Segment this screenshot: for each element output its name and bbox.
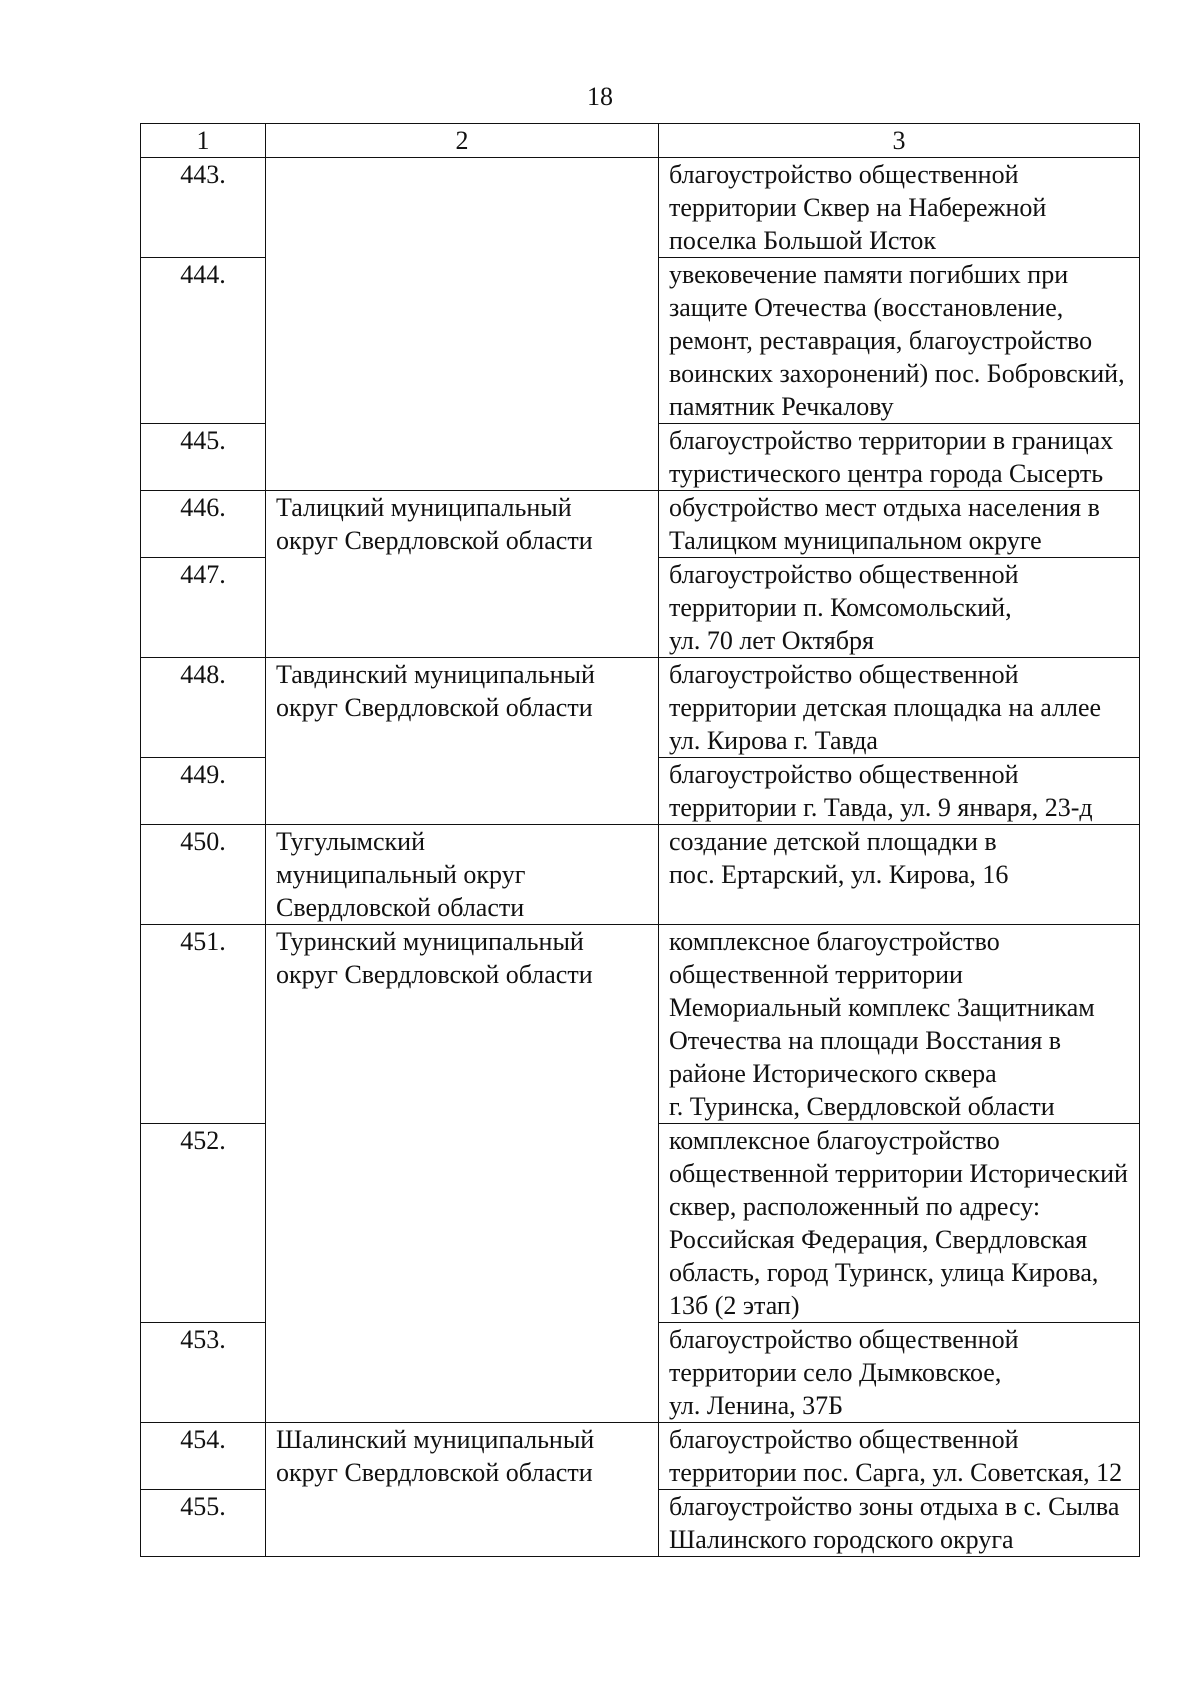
table-header-row <box>141 124 1140 158</box>
municipality-cell: Тугулымский муниципальный округ Свердловской области <box>266 825 659 925</box>
row-number: 449. <box>141 758 266 825</box>
row-number: 450. <box>141 825 266 925</box>
column-header-2: 2 <box>266 124 659 158</box>
row-number: 444. <box>141 258 266 424</box>
row-number: 451. <box>141 925 266 1124</box>
object-cell: благоустройство общественной территории г. Тавда, ул. 9 января, 23-д <box>659 758 1140 825</box>
object-cell: благоустройство общественной территории село Дымковское, ул. Ленина, 37Б <box>659 1323 1140 1423</box>
row-number: 443. <box>141 158 266 258</box>
row-number: 452. <box>141 1124 266 1323</box>
column-header-1: 1 <box>141 124 266 158</box>
page-number: 18 <box>587 82 613 111</box>
row-number: 445. <box>141 424 266 491</box>
document-table <box>140 123 1140 1557</box>
row-number: 448. <box>141 658 266 758</box>
municipality-cell: Туринский муниципальный округ Свердловской области <box>266 925 659 1423</box>
table-row <box>141 658 1140 758</box>
row-number: 446. <box>141 491 266 558</box>
object-cell: комплексное благоустройство общественной территории Исторический сквер, расположенный по адресу: Российская Федерация, Свердловская область, город Туринск, улица Кирова, 13б (2 этап) <box>659 1124 1140 1323</box>
object-cell: увековечение памяти погибших при защите Отечества (восстановление, ремонт, реставрация, благоустройство воинских захоронений) пос. Бобровский, памятник Речкалову <box>659 258 1140 424</box>
object-cell: благоустройство общественной территории Сквер на Набережной поселка Большой Исток <box>659 158 1140 258</box>
object-cell: благоустройство общественной территории пос. Сарга, ул. Советская, 12 <box>659 1423 1140 1490</box>
table-row <box>141 825 1140 925</box>
table-row <box>141 925 1140 1124</box>
object-cell: благоустройство территории в границах туристического центра города Сысерть <box>659 424 1140 491</box>
object-cell: благоустройство общественной территории детская площадка на аллее ул. Кирова г. Тавда <box>659 658 1140 758</box>
table-row <box>141 158 1140 258</box>
object-cell: комплексное благоустройство общественной территории Мемориальный комплекс Защитникам Отечества на площади Восстания в районе Исторического сквера г. Туринска, Свердловской области <box>659 925 1140 1124</box>
municipality-cell: Шалинский муниципальный округ Свердловской области <box>266 1423 659 1557</box>
table-row <box>141 491 1140 558</box>
object-cell: создание детской площадки в пос. Ертарский, ул. Кирова, 16 <box>659 825 1140 925</box>
object-cell: обустройство мест отдыха населения в Талицком муниципальном округе <box>659 491 1140 558</box>
municipality-cell: Тавдинский муниципальный округ Свердловской области <box>266 658 659 825</box>
row-number: 447. <box>141 558 266 658</box>
municipality-cell <box>266 158 659 491</box>
object-cell: благоустройство зоны отдыха в с. Сылва Шалинского городского округа <box>659 1490 1140 1557</box>
municipality-cell: Талицкий муниципальный округ Свердловской области <box>266 491 659 658</box>
column-header-3: 3 <box>659 124 1140 158</box>
table-row <box>141 1423 1140 1490</box>
row-number: 455. <box>141 1490 266 1557</box>
object-cell: благоустройство общественной территории п. Комсомольский, ул. 70 лет Октября <box>659 558 1140 658</box>
row-number: 453. <box>141 1323 266 1423</box>
row-number: 454. <box>141 1423 266 1490</box>
